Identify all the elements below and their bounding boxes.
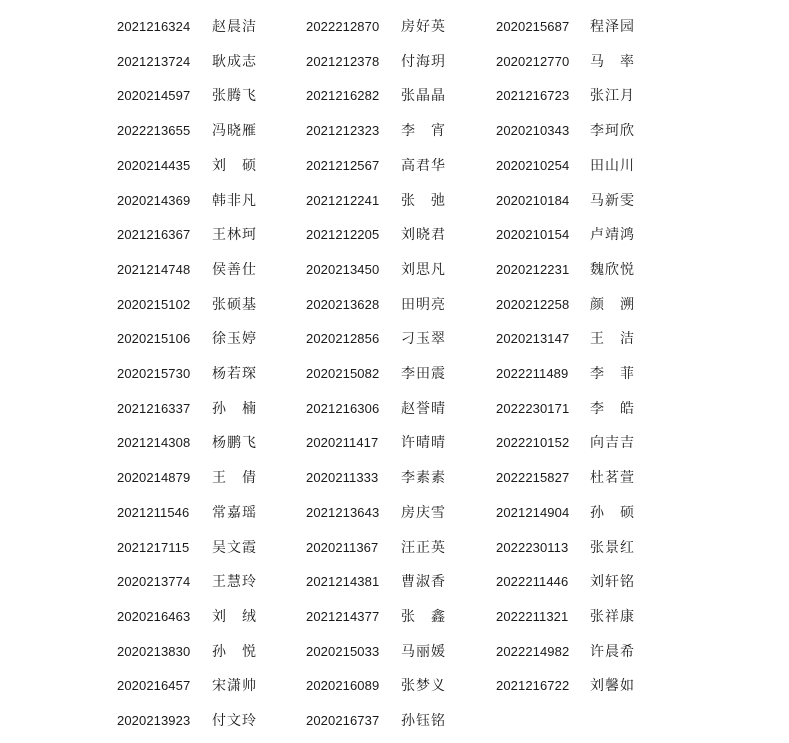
student-name: 吴文霞 bbox=[212, 539, 256, 556]
student-id: 2021216324 bbox=[117, 19, 191, 34]
student-name: 张 鑫 bbox=[401, 608, 445, 625]
student-name: 徐玉婷 bbox=[212, 331, 256, 348]
roster-row bbox=[0, 600, 789, 634]
student-id: 2020215033 bbox=[306, 643, 380, 659]
student-id: 2021214308 bbox=[117, 435, 191, 451]
student-id: 2021213724 bbox=[117, 53, 191, 69]
student-name: 魏欣悦 bbox=[590, 261, 634, 278]
student-id: 2020212856 bbox=[306, 331, 380, 347]
student-name: 侯善仕 bbox=[212, 261, 256, 278]
roster-row bbox=[0, 253, 789, 287]
student-id: 2020214435 bbox=[117, 157, 191, 173]
student-name: 向吉吉 bbox=[590, 435, 634, 452]
roster-row bbox=[0, 426, 789, 460]
student-id: 2020212770 bbox=[496, 53, 570, 69]
student-id: 2022213655 bbox=[117, 123, 191, 139]
roster-row bbox=[0, 322, 789, 356]
student-name: 王慧玲 bbox=[212, 574, 256, 591]
roster-row bbox=[0, 114, 789, 148]
roster-row bbox=[0, 218, 789, 252]
student-name: 李 菲 bbox=[590, 366, 634, 382]
student-name: 张 弛 bbox=[401, 192, 445, 209]
student-name: 付海玥 bbox=[401, 53, 445, 70]
student-id: 2022230113 bbox=[496, 539, 569, 555]
student-name: 张梦义 bbox=[401, 678, 445, 695]
student-name: 赵誉晴 bbox=[401, 400, 445, 417]
student-name: 杨若琛 bbox=[212, 366, 256, 382]
student-name: 马丽媛 bbox=[401, 643, 445, 660]
student-name: 程泽园 bbox=[590, 19, 634, 35]
student-name: 张祥康 bbox=[590, 608, 634, 625]
student-name: 冯晓雁 bbox=[212, 123, 256, 140]
student-id: 2021212323 bbox=[306, 123, 380, 139]
roster-row bbox=[0, 704, 789, 738]
student-name: 王林珂 bbox=[212, 227, 256, 244]
student-id: 2020214369 bbox=[117, 192, 191, 208]
student-name: 刘 绒 bbox=[212, 608, 256, 625]
student-id: 2021213643 bbox=[306, 504, 380, 520]
student-name: 李 皓 bbox=[590, 400, 634, 417]
student-id: 2020210154 bbox=[496, 227, 570, 243]
roster-row bbox=[0, 10, 789, 44]
student-id: 2021216337 bbox=[117, 400, 191, 416]
student-name: 付文玲 bbox=[212, 713, 256, 729]
student-name: 李珂欣 bbox=[590, 123, 634, 140]
student-name: 房好英 bbox=[401, 19, 445, 35]
student-id: 2020210254 bbox=[496, 157, 570, 173]
roster-row bbox=[0, 496, 789, 530]
student-id: 2021214377 bbox=[306, 608, 380, 624]
student-name: 张晶晶 bbox=[401, 88, 445, 105]
student-id: 2020215687 bbox=[496, 19, 570, 34]
student-name: 王 倩 bbox=[212, 470, 256, 487]
student-name: 刘馨如 bbox=[590, 678, 634, 695]
student-name: 杜茗萱 bbox=[590, 470, 634, 487]
student-id: 2020213450 bbox=[306, 261, 380, 277]
student-id: 2021216367 bbox=[117, 227, 191, 243]
student-name: 孙 悦 bbox=[212, 643, 256, 660]
student-name: 田山川 bbox=[590, 157, 634, 174]
student-name: 马 率 bbox=[590, 53, 634, 70]
roster-row bbox=[0, 461, 789, 495]
student-id: 2020215106 bbox=[117, 331, 191, 347]
student-name: 韩非凡 bbox=[212, 192, 256, 209]
student-id: 2020214879 bbox=[117, 470, 191, 486]
student-name: 杨鹏飞 bbox=[212, 435, 256, 452]
student-name: 刘晓君 bbox=[401, 227, 445, 244]
student-id: 2020213830 bbox=[117, 643, 191, 659]
student-name: 张江月 bbox=[590, 88, 634, 105]
student-name: 王 洁 bbox=[590, 331, 634, 348]
roster-row bbox=[0, 392, 789, 426]
roster-row bbox=[0, 669, 789, 703]
roster-row bbox=[0, 288, 789, 322]
student-id: 2020213923 bbox=[117, 713, 191, 728]
student-id: 2020216089 bbox=[306, 678, 380, 694]
student-id: 2021211546 bbox=[117, 504, 190, 520]
student-id: 2021212241 bbox=[306, 192, 380, 208]
student-name: 刘思凡 bbox=[401, 261, 445, 278]
roster-row bbox=[0, 357, 789, 391]
student-id: 2020213774 bbox=[117, 574, 191, 590]
student-id: 2021214381 bbox=[306, 574, 380, 590]
student-name: 卢靖鸿 bbox=[590, 227, 634, 244]
student-id: 2020214597 bbox=[117, 88, 191, 104]
student-id: 2020216463 bbox=[117, 608, 191, 624]
roster-row bbox=[0, 45, 789, 79]
student-name: 孙 楠 bbox=[212, 400, 256, 417]
student-name: 孙钰铭 bbox=[401, 713, 445, 729]
student-name: 李 宵 bbox=[401, 123, 445, 140]
student-id: 2021212205 bbox=[306, 227, 380, 243]
student-name: 孙 硕 bbox=[590, 504, 634, 521]
student-id: 2020215082 bbox=[306, 366, 380, 381]
student-name: 颜 溯 bbox=[590, 296, 634, 313]
student-id: 2020215730 bbox=[117, 366, 191, 381]
student-name: 田明亮 bbox=[401, 296, 445, 313]
roster-row bbox=[0, 79, 789, 113]
student-name: 马新雯 bbox=[590, 192, 634, 209]
student-id: 2020216457 bbox=[117, 678, 191, 694]
student-id: 2021214904 bbox=[496, 504, 570, 520]
student-id: 2021216722 bbox=[496, 678, 570, 694]
student-id: 2021214748 bbox=[117, 261, 191, 277]
student-id: 2021216723 bbox=[496, 88, 570, 104]
student-name: 高君华 bbox=[401, 157, 445, 174]
student-id: 2020212258 bbox=[496, 296, 570, 312]
student-id: 2022214982 bbox=[496, 643, 570, 659]
student-name: 张腾飞 bbox=[212, 88, 256, 105]
student-id: 2022211321 bbox=[496, 608, 569, 624]
student-name: 汪正英 bbox=[401, 539, 445, 556]
student-name: 刘轩铭 bbox=[590, 574, 634, 591]
roster-row bbox=[0, 531, 789, 565]
roster-row bbox=[0, 149, 789, 183]
student-id: 2020213628 bbox=[306, 296, 380, 312]
student-id: 2020212231 bbox=[496, 261, 570, 277]
student-name: 耿成志 bbox=[212, 53, 256, 70]
student-name: 赵晨洁 bbox=[212, 19, 256, 35]
student-id: 2022211446 bbox=[496, 574, 569, 590]
student-id: 2020216737 bbox=[306, 713, 380, 728]
student-name: 常嘉瑶 bbox=[212, 504, 256, 521]
student-id: 2020210343 bbox=[496, 123, 570, 139]
student-id: 2020211417 bbox=[306, 435, 379, 451]
student-id: 2021216306 bbox=[306, 400, 380, 416]
roster-row bbox=[0, 635, 789, 669]
student-id: 2020215102 bbox=[117, 296, 191, 312]
student-name: 李素素 bbox=[401, 470, 445, 487]
student-name: 李田震 bbox=[401, 366, 445, 382]
student-id: 2021212567 bbox=[306, 157, 380, 173]
student-id: 2020211367 bbox=[306, 539, 379, 555]
student-id: 2022212870 bbox=[306, 19, 380, 34]
roster-row bbox=[0, 184, 789, 218]
student-id: 2022230171 bbox=[496, 400, 570, 416]
student-name: 许晴晴 bbox=[401, 435, 445, 452]
student-name: 刘 硕 bbox=[212, 157, 256, 174]
student-name: 房庆雪 bbox=[401, 504, 445, 521]
student-name: 宋潇帅 bbox=[212, 678, 256, 695]
roster-row bbox=[0, 565, 789, 599]
student-id: 2022215827 bbox=[496, 470, 570, 486]
student-name: 张景红 bbox=[590, 539, 634, 556]
student-id: 2022210152 bbox=[496, 435, 570, 451]
student-id: 2020213147 bbox=[496, 331, 570, 347]
student-name: 刁玉翠 bbox=[401, 331, 445, 348]
student-id: 2020211333 bbox=[306, 470, 379, 486]
student-name: 许晨希 bbox=[590, 643, 634, 660]
student-id: 2020210184 bbox=[496, 192, 570, 208]
student-id: 2021216282 bbox=[306, 88, 380, 104]
student-name: 张硕基 bbox=[212, 296, 256, 313]
student-id: 2021217115 bbox=[117, 539, 190, 555]
student-id: 2022211489 bbox=[496, 366, 569, 381]
student-name: 曹淑香 bbox=[401, 574, 445, 591]
student-id: 2021212378 bbox=[306, 53, 380, 69]
